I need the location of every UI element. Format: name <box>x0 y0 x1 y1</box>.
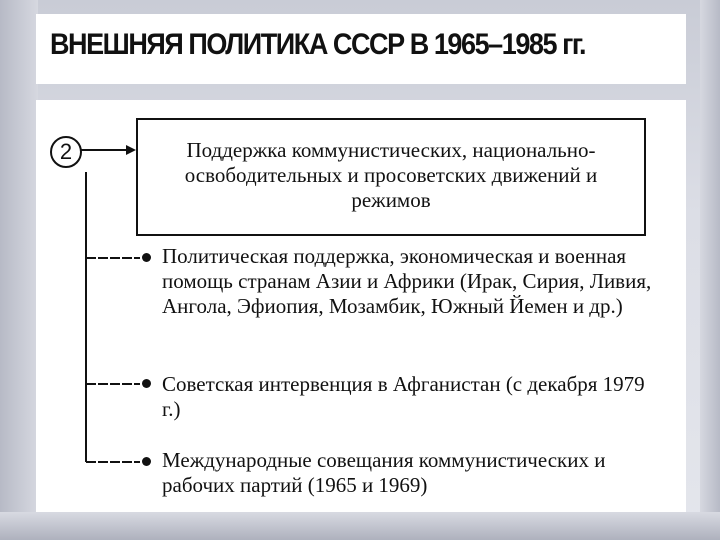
list-item: Политическая поддержка, экономическая и военная помощь странам Азии и Африки (Ирак, Сирия, Ливия, Ангола, Эфиопия, Мозамбик, Южный Йемен и др.) <box>162 244 652 318</box>
bullet-icon <box>142 253 151 262</box>
main-box-text: Поддержка коммунистических, национально-освободительных и просоветских движений и режимов <box>184 138 598 212</box>
main-box <box>136 118 646 236</box>
bullet-icon <box>142 379 151 388</box>
slide-title: ВНЕШНЯЯ ПОЛИТИКА СССР В 1965–1985 гг. <box>50 28 586 61</box>
list-item: Международные совещания коммунистических и рабочих партий (1965 и 1969) <box>162 448 606 497</box>
slide-left-border <box>0 0 38 540</box>
step-number-badge: 2 <box>50 136 82 168</box>
arrow-head-icon <box>126 145 136 155</box>
slide-bottom-border <box>0 512 720 540</box>
bullet-icon <box>142 457 151 466</box>
slide-right-border <box>700 0 720 540</box>
diagram-panel <box>36 100 686 512</box>
list-item: Советская интервенция в Афганистан (с декабря 1979 г.) <box>162 372 645 421</box>
title-panel <box>36 14 686 84</box>
